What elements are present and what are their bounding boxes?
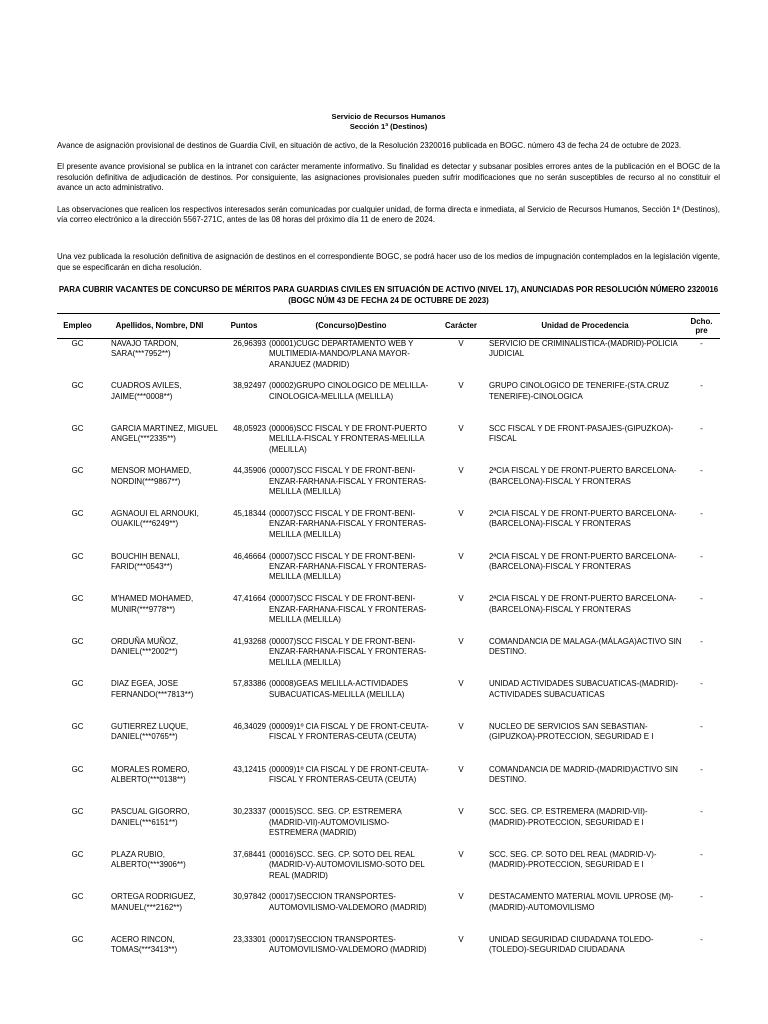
cell-empleo: GC: [71, 636, 84, 646]
cell-puntos: 23,33301: [233, 934, 266, 944]
cell-nombre: M'HAMED MOHAMED, MUNIR(***9778**): [111, 594, 194, 614]
cell-dcho: -: [700, 339, 703, 349]
cell-caracter: V: [458, 636, 464, 646]
cell-unidad: UNIDAD ACTIVIDADES SUBACUATICAS-(MADRID)-ACTIVIDADES SUBACUATICAS: [489, 679, 679, 699]
cell-puntos: 46,46664: [233, 551, 266, 561]
cell-unidad: COMANDANCIA DE MADRID-(MADRID)ACTIVO SIN DESTINO.: [489, 764, 678, 784]
cell-destino: (00007)SCC FISCAL Y DE FRONT-BENI-ENZAR-FARHANA-FISCAL Y FRONTERAS-MELILLA (MELILLA): [269, 466, 427, 497]
cell-empleo: GC: [71, 339, 84, 349]
cell-unidad: COMANDANCIA DE MALAGA-(MÁLAGA)ACTIVO SIN DESTINO.: [489, 636, 682, 657]
cell-caracter: V: [458, 721, 464, 731]
cell-nombre: BOUCHIH BENALI, FARID(***0543**): [111, 551, 180, 571]
cell-destino: (00015)SCC. SEG. CP. ESTREMERA (MADRID-VII)-AUTOMOVILISMO-ESTREMERA (MADRID): [269, 807, 402, 837]
col-header-puntos: Puntos: [221, 314, 267, 339]
cell-empleo: GC: [71, 679, 84, 689]
cell-unidad: 2ªCIA FISCAL Y DE FRONT-PUERTO BARCELONA-(BARCELONA)-FISCAL Y FRONTERAS: [489, 508, 677, 529]
header-service: Servicio de Recursos Humanos: [331, 112, 446, 121]
table-row: [57, 679, 720, 722]
cell-empleo: GC: [71, 594, 84, 604]
cell-caracter: V: [458, 934, 464, 944]
cell-puntos: 26,96393: [233, 339, 266, 349]
cell-puntos: 30,97842: [233, 892, 266, 902]
cell-dcho: -: [700, 636, 703, 646]
cell-dcho: -: [700, 423, 703, 433]
table-body: [57, 339, 720, 978]
cell-nombre: ORDUÑA MUÑOZ, DANIEL(***2002**): [111, 636, 179, 657]
cell-caracter: V: [458, 508, 464, 518]
cell-nombre: CUADROS AVILES, JAIME(***0008**): [111, 381, 182, 401]
cell-puntos: 48,05923: [233, 423, 266, 433]
col-header-empleo: Empleo: [57, 314, 98, 339]
cell-dcho: -: [700, 594, 703, 604]
cell-caracter: V: [458, 466, 464, 476]
paragraph-provisional-notice: El presente avance provisional se publica en la intranet con carácter meramente informativo. Su finalidad es detectar y subsanar posibles errores antes de la publicación en el BOGC de la resolución definitiva de adjudicación de destinos. Por consiguiente, las asignaciones provisionales pueden sufrir modificaciones que no serán susceptibles de recurso al no constituir el avance un acto administrativo.: [57, 162, 720, 193]
cell-destino: (00006)SCC FISCAL Y DE FRONT-PUERTO MELILLA-FISCAL Y FRONTERAS-MELILLA (MELILLA): [269, 423, 427, 454]
cell-destino: (00007)SCC FISCAL Y DE FRONT-BENI-ENZAR-FARHANA-FISCAL Y FRONTERAS-MELILLA (MELILLA): [269, 508, 427, 539]
cell-destino: (00001)CUGC DEPARTAMENTO WEB Y MULTIMEDIA-MANDO/PLANA MAYOR-ARANJUEZ (MADRID): [269, 339, 414, 369]
cell-destino: (00017)SECCION TRANSPORTES-AUTOMOVILISMO-VALDEMORO (MADRID): [269, 934, 427, 955]
cell-nombre: MENSOR MOHAMED, NORDIN(***9867**): [111, 466, 192, 486]
cell-empleo: GC: [71, 892, 84, 902]
table-row: [57, 722, 720, 765]
cell-destino: (00007)SCC FISCAL Y DE FRONT-BENI-ENZAR-FARHANA-FISCAL Y FRONTERAS-MELILLA (MELILLA): [269, 594, 427, 624]
table-row: [57, 935, 720, 978]
cell-puntos: 43,12415: [233, 764, 266, 774]
cell-nombre: ORTEGA RODRIGUEZ, MANUEL(***2162**): [111, 892, 196, 912]
cell-nombre: PLAZA RUBIO, ALBERTO(***3906**): [111, 849, 186, 870]
cell-dcho: -: [700, 721, 703, 731]
cell-puntos: 37,68441: [233, 849, 266, 859]
cell-unidad: 2ªCIA FISCAL Y DE FRONT-PUERTO BARCELONA-(BARCELONA)-FISCAL Y FRONTERAS: [489, 551, 677, 571]
cell-destino: (00017)SECCION TRANSPORTES-AUTOMOVILISMO-VALDEMORO (MADRID): [269, 892, 427, 912]
cell-puntos: 41,93268: [233, 636, 266, 646]
table-header-row: [57, 314, 720, 339]
cell-nombre: GARCIA MARTINEZ, MIGUEL ANGEL(***2335**): [111, 423, 218, 444]
table-row: [57, 381, 720, 424]
col-header-dcho: Dcho. pre: [683, 314, 720, 339]
paragraph-intro: Avance de asignación provisional de destinos de Guardia Civil, en situación de activo, de la Resolución 2320016 publicada en BOGC. número 43 de fecha 24 de octubre de 2023.: [57, 141, 682, 150]
document-header: [57, 112, 720, 132]
col-header-nombre: Apellidos, Nombre, DNI: [98, 314, 221, 339]
cell-empleo: GC: [71, 466, 84, 476]
cell-dcho: -: [700, 892, 703, 902]
cell-nombre: PASCUAL GIGORRO, DANIEL(***6151**): [111, 807, 190, 827]
table-title: PARA CUBRIR VACANTES DE CONCURSO DE MÉRITOS PARA GUARDIAS CIVILES EN SITUACIÓN DE ACTIVO (NIVEL 17), ANUNCIADAS POR RESOLUCIÓN NÚMERO 2320016 (BOGC NÚM 43 DE FECHA 24 DE OCTUBRE DE 2023): [58, 285, 719, 305]
cell-empleo: GC: [71, 551, 84, 561]
table-row: [57, 807, 720, 850]
cell-caracter: V: [458, 764, 464, 774]
cell-empleo: GC: [71, 721, 84, 731]
cell-dcho: -: [700, 934, 703, 944]
cell-caracter: V: [458, 423, 464, 433]
cell-caracter: V: [458, 807, 464, 817]
cell-unidad: NUCLEO DE SERVICIOS SAN SEBASTIAN-(GIPUZKOA)-PROTECCION, SEGURIDAD E I: [489, 721, 654, 742]
cell-dcho: -: [700, 381, 703, 391]
cell-empleo: GC: [71, 807, 84, 817]
cell-unidad: 2ªCIA FISCAL Y DE FRONT-PUERTO BARCELONA-(BARCELONA)-FISCAL Y FRONTERAS: [489, 466, 677, 486]
table-row: [57, 594, 720, 637]
cell-empleo: GC: [71, 764, 84, 774]
col-header-caracter: Carácter: [435, 314, 487, 339]
table-row: [57, 765, 720, 808]
cell-dcho: -: [700, 849, 703, 859]
cell-destino: (00007)SCC FISCAL Y DE FRONT-BENI-ENZAR-FARHANA-FISCAL Y FRONTERAS-MELILLA (MELILLA): [269, 636, 427, 667]
cell-caracter: V: [458, 551, 464, 561]
table-row: [57, 466, 720, 509]
cell-unidad: SCC. SEG. CP. ESTREMERA (MADRID-VII)-(MADRID)-PROTECCION, SEGURIDAD E I: [489, 807, 648, 827]
cell-nombre: AGNAOUI EL ARNOUKI, OUAKIL(***6249**): [111, 508, 199, 529]
cell-dcho: -: [700, 508, 703, 518]
assignments-table: [57, 313, 720, 977]
cell-nombre: ACERO RINCON, TOMAS(***3413**): [111, 934, 178, 955]
paragraph-observations: Las observaciones que realicen los respectivos interesados serán comunicadas por cualquier unidad, de forma directa e inmediata, al Servicio de Recursos Humanos, Sección 1ª (Destinos), vía correo electrónico a la dirección 5567-271C, antes de las 08 horas del próximo día 11 de enero de 2024.: [57, 204, 720, 225]
cell-unidad: SERVICIO DE CRIMINALISTICA-(MADRID)-POLICIA JUDICIAL: [489, 339, 678, 359]
table-row: [57, 339, 720, 382]
cell-puntos: 30,23337: [233, 807, 266, 817]
cell-puntos: 44,35906: [233, 466, 266, 476]
cell-puntos: 57,83386: [233, 679, 266, 689]
cell-caracter: V: [458, 679, 464, 689]
cell-nombre: DIAZ EGEA, JOSE FERNANDO(***7813**): [111, 679, 194, 699]
cell-dcho: -: [700, 807, 703, 817]
cell-puntos: 45,18344: [233, 508, 266, 518]
cell-nombre: NAVAJO TARDON, SARA(***7952**): [111, 339, 179, 359]
cell-destino: (00007)SCC FISCAL Y DE FRONT-BENI-ENZAR-FARHANA-FISCAL Y FRONTERAS-MELILLA (MELILLA): [269, 551, 427, 582]
cell-empleo: GC: [71, 934, 84, 944]
cell-unidad: SCC. SEG. CP. SOTO DEL REAL (MADRID-V)-(MADRID)-PROTECCION, SEGURIDAD E I: [489, 849, 657, 870]
cell-puntos: 38,92497: [233, 381, 266, 391]
cell-nombre: GUTIERREZ LUQUE, DANIEL(***0765**): [111, 721, 189, 742]
cell-destino: (00009)1º CIA FISCAL Y DE FRONT-CEUTA-FISCAL Y FRONTERAS-CEUTA (CEUTA): [269, 721, 429, 742]
cell-destino: (00009)1º CIA FISCAL Y DE FRONT-CEUTA-FISCAL Y FRONTERAS-CEUTA (CEUTA): [269, 764, 429, 784]
cell-dcho: -: [700, 551, 703, 561]
cell-unidad: SCC FISCAL Y DE FRONT-PASAJES-(GIPUZKOA)-FISCAL: [489, 423, 674, 444]
cell-dcho: -: [700, 764, 703, 774]
cell-caracter: V: [458, 849, 464, 859]
cell-puntos: 46,34029: [233, 721, 266, 731]
document-page: [57, 112, 720, 977]
header-section: Sección 1ª (Destinos): [349, 122, 428, 131]
cell-caracter: V: [458, 381, 464, 391]
cell-dcho: -: [700, 679, 703, 689]
table-row: [57, 552, 720, 595]
cell-empleo: GC: [71, 381, 84, 391]
cell-empleo: GC: [71, 849, 84, 859]
cell-caracter: V: [458, 594, 464, 604]
table-row: [57, 892, 720, 935]
cell-nombre: MORALES ROMERO, ALBERTO(***0138**): [111, 764, 190, 784]
cell-puntos: 47,41664: [233, 594, 266, 604]
col-header-destino: (Concurso)Destino: [267, 314, 435, 339]
cell-destino: (00008)GEAS MELILLA-ACTIVIDADES SUBACUATICAS-MELILLA (MELILLA): [269, 679, 409, 699]
table-row: [57, 637, 720, 680]
cell-empleo: GC: [71, 508, 84, 518]
cell-unidad: GRUPO CINOLOGICO DE TENERIFE-(STA.CRUZ TENERIFE)-CINOLOGICA: [489, 381, 669, 401]
cell-destino: (00016)SCC. SEG. CP. SOTO DEL REAL (MADRID-V)-AUTOMOVILISMO-SOTO DEL REAL (MADRID): [269, 849, 425, 880]
table-row: [57, 850, 720, 893]
cell-unidad: 2ªCIA FISCAL Y DE FRONT-PUERTO BARCELONA-(BARCELONA)-FISCAL Y FRONTERAS: [489, 594, 677, 614]
cell-caracter: V: [458, 892, 464, 902]
cell-unidad: DESTACAMENTO MATERIAL MOVIL UPROSE (M)-(MADRID)-AUTOMOVILISMO: [489, 892, 674, 912]
cell-caracter: V: [458, 339, 464, 349]
cell-empleo: GC: [71, 423, 84, 433]
cell-destino: (00002)GRUPO CINOLOGICO DE MELILLA-CINOLOGICA-MELILLA (MELILLA): [269, 381, 429, 401]
cell-unidad: UNIDAD SEGURIDAD CIUDADANA TOLEDO-(TOLEDO)-SEGURIDAD CIUDADANA: [489, 934, 654, 955]
paragraph-impugnation: Una vez publicada la resolución definitiva de asignación de destinos en el correspondiente BOGC, se podrá hacer uso de los medios de impugnación contemplados en la legislación vigente, que se especificarán en dicha resolución.: [57, 252, 720, 272]
table-row: [57, 424, 720, 467]
table-row: [57, 509, 720, 552]
cell-dcho: -: [700, 466, 703, 476]
col-header-unidad: Unidad de Procedencia: [487, 314, 683, 339]
